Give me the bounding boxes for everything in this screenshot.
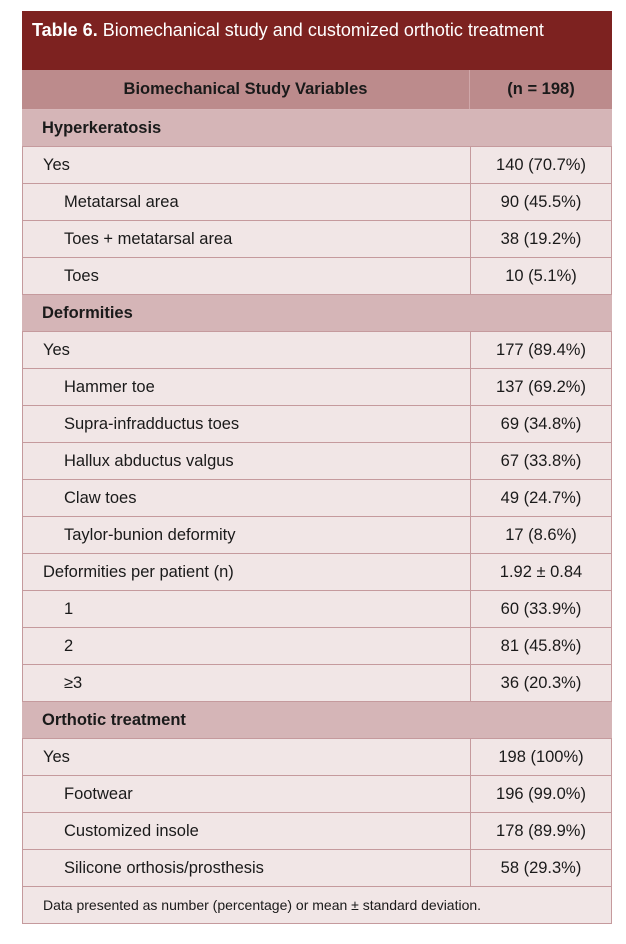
row-label: Customized insole <box>23 813 471 849</box>
row-value: 81 (45.8%) <box>500 636 582 655</box>
section-title: Deformities <box>42 303 133 322</box>
row-label: Toes + metatarsal area <box>23 221 471 257</box>
table-row <box>22 406 612 443</box>
table-footnote: Data presented as number (percentage) or mean ± standard deviation. <box>22 887 612 924</box>
table-row <box>22 443 612 480</box>
row-label: Hallux abductus valgus <box>23 443 471 479</box>
table-title-label: Table 6. <box>32 20 98 40</box>
row-value: 67 (33.8%) <box>500 451 582 470</box>
table-row <box>22 147 612 184</box>
row-label: Supra-infradductus toes <box>23 406 471 442</box>
row-label: Metatarsal area <box>23 184 471 220</box>
row-label: Silicone orthosis/prosthesis <box>23 850 471 886</box>
row-value: 10 (5.1%) <box>505 266 577 285</box>
table-row <box>22 332 612 369</box>
table-row <box>22 480 612 517</box>
section-title: Hyperkeratosis <box>42 118 162 137</box>
table-row <box>22 221 612 258</box>
row-value: 137 (69.2%) <box>496 377 586 396</box>
row-value: 178 (89.9%) <box>496 821 586 840</box>
row-label: ≥3 <box>23 665 471 701</box>
row-label: Yes <box>23 332 471 368</box>
row-value: 196 (99.0%) <box>496 784 586 803</box>
table-row <box>22 813 612 850</box>
table-row <box>22 665 612 702</box>
section-title: Orthotic treatment <box>42 710 186 729</box>
row-value: 90 (45.5%) <box>500 192 582 211</box>
row-value: 1.92 ± 0.84 <box>499 562 583 581</box>
row-value: 38 (19.2%) <box>500 229 582 248</box>
row-value: 58 (29.3%) <box>500 858 582 877</box>
column-header-variables: Biomechanical Study Variables <box>22 70 470 109</box>
section-header-row <box>22 295 612 332</box>
table-row <box>22 554 612 591</box>
row-label: Claw toes <box>23 480 471 516</box>
row-value: 49 (24.7%) <box>500 488 582 507</box>
table-title-text: Biomechanical study and customized orthotic treatment <box>97 20 544 40</box>
row-label: Deformities per patient (n) <box>23 554 471 590</box>
table-row <box>22 776 612 813</box>
table-row <box>22 258 612 295</box>
column-header-n: (n = 198) <box>507 80 575 98</box>
row-value: 198 (100%) <box>498 747 584 766</box>
table-header-row <box>22 70 612 110</box>
row-value: 17 (8.6%) <box>505 525 577 544</box>
section-header-row <box>22 702 612 739</box>
table-title <box>22 11 612 70</box>
row-value: 140 (70.7%) <box>496 155 586 174</box>
row-value: 36 (20.3%) <box>500 673 582 692</box>
row-label: Toes <box>23 258 471 294</box>
row-label: Hammer toe <box>23 369 471 405</box>
table-row <box>22 850 612 887</box>
table-body <box>22 110 612 887</box>
row-value: 60 (33.9%) <box>500 599 582 618</box>
table-row <box>22 628 612 665</box>
table-row <box>22 184 612 221</box>
row-value: 69 (34.8%) <box>500 414 582 433</box>
table-row <box>22 591 612 628</box>
row-value: 177 (89.4%) <box>496 340 586 359</box>
data-table <box>22 11 612 924</box>
row-label: Taylor-bunion deformity <box>23 517 471 553</box>
table-row <box>22 369 612 406</box>
row-label: 1 <box>23 591 471 627</box>
row-label: Yes <box>23 147 471 183</box>
table-row <box>22 739 612 776</box>
table-row <box>22 517 612 554</box>
row-label: Footwear <box>23 776 471 812</box>
row-label: Yes <box>23 739 471 775</box>
row-label: 2 <box>23 628 471 664</box>
section-header-row <box>22 110 612 147</box>
